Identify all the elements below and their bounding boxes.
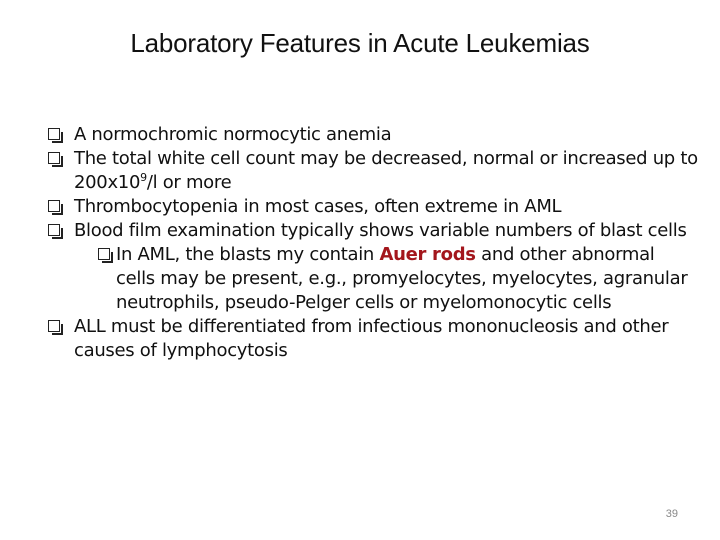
bullet-text: A normochromic normocytic anemia <box>74 124 392 145</box>
bullet-item <box>48 123 698 147</box>
page-number: 39 <box>665 508 678 520</box>
bullet-text: ALL must be differentiated from infectious mononucleosis and other causes of lymphocytosis <box>74 316 669 361</box>
highlight-term: Auer rods <box>379 244 476 265</box>
superscript: 9 <box>140 171 147 184</box>
bullet-text: In AML, the blasts my contain <box>116 244 380 265</box>
bullet-item <box>48 315 698 363</box>
bullet-text: Thrombocytopenia in most cases, often extreme in AML <box>74 196 562 217</box>
checkbox-bullet-icon <box>98 248 110 260</box>
bullet-text: Blood film examination typically shows variable numbers of blast cells <box>74 220 687 241</box>
bullet-item <box>48 147 698 195</box>
slide-title: Laboratory Features in Acute Leukemias <box>130 28 590 58</box>
bullet-text-cont: and other abnormal cells may be present, e.g., promyelocytes, myelocytes, agranular neutrophils, pseudo-Pelger cells or myelomonocytic cells <box>116 244 688 313</box>
checkbox-bullet-icon <box>48 128 60 140</box>
bullet-item <box>48 195 698 219</box>
bullet-item <box>48 219 698 243</box>
checkbox-bullet-icon <box>48 152 60 164</box>
sub-bullet-item <box>98 243 698 315</box>
checkbox-bullet-icon <box>48 224 60 236</box>
bullet-text: The total white cell count may be decreased, normal or increased up to 200x10 <box>74 148 698 193</box>
checkbox-bullet-icon <box>48 200 60 212</box>
checkbox-bullet-icon <box>48 320 60 332</box>
bullet-list <box>48 123 698 363</box>
bullet-text-cont: /l or more <box>146 172 232 193</box>
